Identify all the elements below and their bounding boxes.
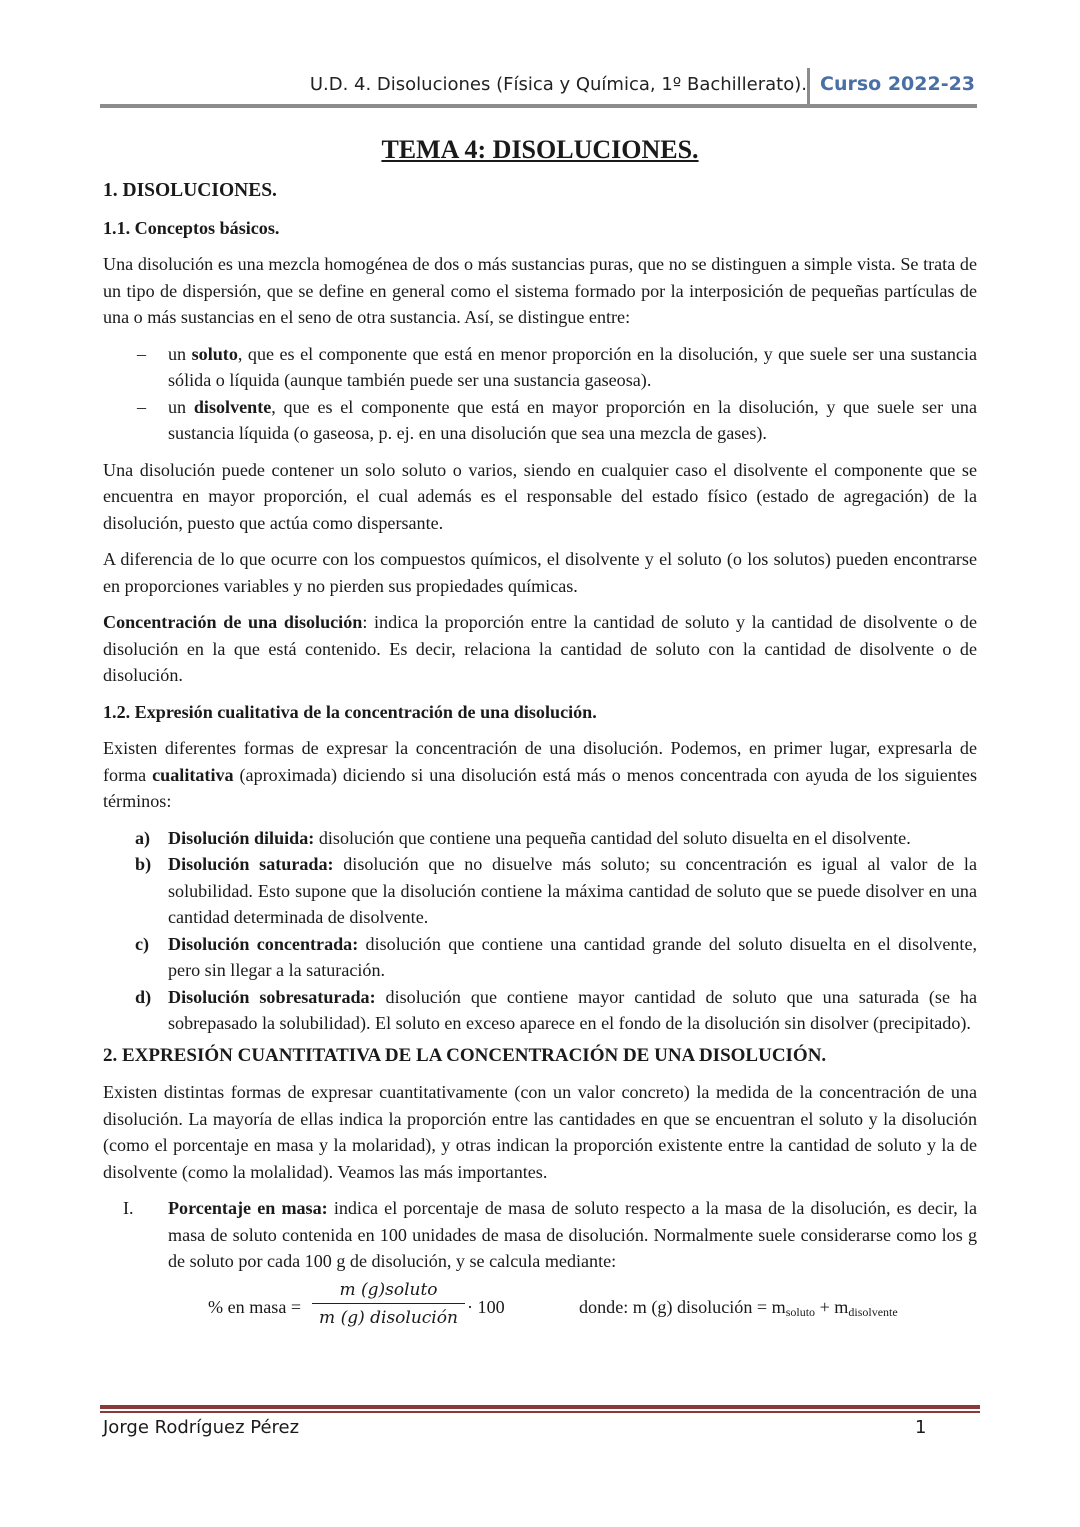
footer-rule <box>100 1405 980 1409</box>
page-number: 1 <box>915 1417 927 1438</box>
list-item: – un soluto, que es el componente que está en menor proporción en la disolución, y que suele ser una sustancia sólida o líquida (aunque también puede ser una sustancia gaseosa). <box>137 343 978 390</box>
list-item: – un disolvente, que es el componente que está en mayor proporción en la disolución, y que suele ser una sustancia líquida (o gaseosa, p. ej. en una disolución que sea una mezcla de gases). <box>137 396 977 443</box>
list-item: b) Disolución saturada: disolución que no disuelve más soluto; su concentración es igual al valor de la solubilidad. Esto supone que la disolución contiene la máxima cantidad de soluto que se puede disolver en una cantidad determinada de disolvente. <box>135 854 977 927</box>
mass-percentage-item: I. Porcentaje en masa: indica el porcentaje de masa de soluto respecto a la masa de la disolución, es decir, la masa de soluto contenida en 100 unidades de masa de disolución. Normalmente suele considerarse como los g de soluto por cada 100 g de disolución, y se calcula mediante: <box>123 1198 977 1271</box>
header-course: Curso 2022-23 <box>820 73 976 95</box>
header-doc-title: U.D. 4. Disoluciones (Física y Química, 1º Bachillerato). <box>309 74 807 95</box>
subsection-1-2-heading: 1.2. Expresión cualitativa de la concentración de una disolución. <box>103 701 597 722</box>
formula-fraction: m (g)soluto m (g) disolución <box>312 1277 465 1333</box>
header-rule <box>100 104 977 108</box>
list-item: d) Disolución sobresaturada: disolución que contiene mayor cantidad de soluto que una saturada (se ha sobrepasado la solubilidad). El soluto en exceso aparece en el fondo de la disolución sin disolver (precipitado). <box>135 986 977 1033</box>
main-content <box>103 178 977 1341</box>
paragraph: Concentración de una disolución: indica la proporción entre la cantidad de soluto y la cantidad de disolvente o de disolución en la que está contenido. Es decir, relaciona la cantidad de soluto con la cantidad de disolvente o de disolución. <box>103 612 977 685</box>
qualitative-terms-list <box>103 825 977 1037</box>
section-2-heading: 2. EXPRESIÓN CUANTITATIVA DE LA CONCENTRACIÓN DE UNA DISOLUCIÓN. <box>103 1044 827 1066</box>
paragraph: Una disolución puede contener un solo soluto o varios, siendo en cualquier caso el disolvente el componente que se encuentra en mayor proporción, el cual además es el responsable del estado físico (estado de agregación) de la disolución, puesto que actúa como dispersante. <box>103 459 977 533</box>
page-header <box>100 68 977 108</box>
paragraph: Existen distintas formas de expresar cuantitativamente (con un valor concreto) la medida de la concentración de una disolución. La mayoría de ellas indica la proporción entre las cantidades en que se encuentran el soluto y la disolución (como el porcentaje en masa y la molaridad), y otras indican la proporción existente entre la cantidad de soluto y la de disolvente (como la molalidad). Veamos las más importantes. <box>103 1082 977 1182</box>
header-separator <box>807 68 810 108</box>
list-item: a) Disolución diluida: disolución que contiene una pequeña cantidad del soluto disuelta en el disolvente. <box>135 827 911 848</box>
subsection-1-1-heading: 1.1. Conceptos básicos. <box>103 217 280 238</box>
paragraph: Una disolución es una mezcla homogénea de dos o más sustancias puras, que no se distinguen a simple vista. Se trata de un tipo de dispersión, que se define en general como el sistema formado por la interposición de pequeñas partículas de una o más sustancias en el seno de otra sustancia. Así, se distingue entre: <box>103 254 977 327</box>
list-item: c) Disolución concentrada: disolución que contiene una cantidad grande del soluto disuelta en el disolvente, pero sin llegar a la saturación. <box>135 933 977 980</box>
paragraph: Existen diferentes formas de expresar la concentración de una disolución. Podemos, en primer lugar, expresarla de forma cualitativa (aproximada) diciendo si una disolución está más o menos concentrada con ayuda de los siguientes términos: <box>103 738 977 811</box>
footer-author: Jorge Rodríguez Pérez <box>103 1417 300 1438</box>
page-title: TEMA 4: DISOLUCIONES. <box>381 135 699 164</box>
paragraph: A diferencia de lo que ocurre con los compuestos químicos, el disolvente y el soluto (o los solutos) pueden encontrarse en proporciones variables y no pierden sus propiedades químicas. <box>103 549 977 596</box>
mass-percentage-formula: % en masa = m (g)soluto m (g) disolución · 100 donde: m (g) disolución = $m_{soluto} + m_{disolvente}$ <box>103 1277 977 1341</box>
section-1-heading: 1. DISOLUCIONES. <box>103 180 277 201</box>
component-list <box>103 341 977 447</box>
footer-rule-thin <box>100 1411 980 1413</box>
